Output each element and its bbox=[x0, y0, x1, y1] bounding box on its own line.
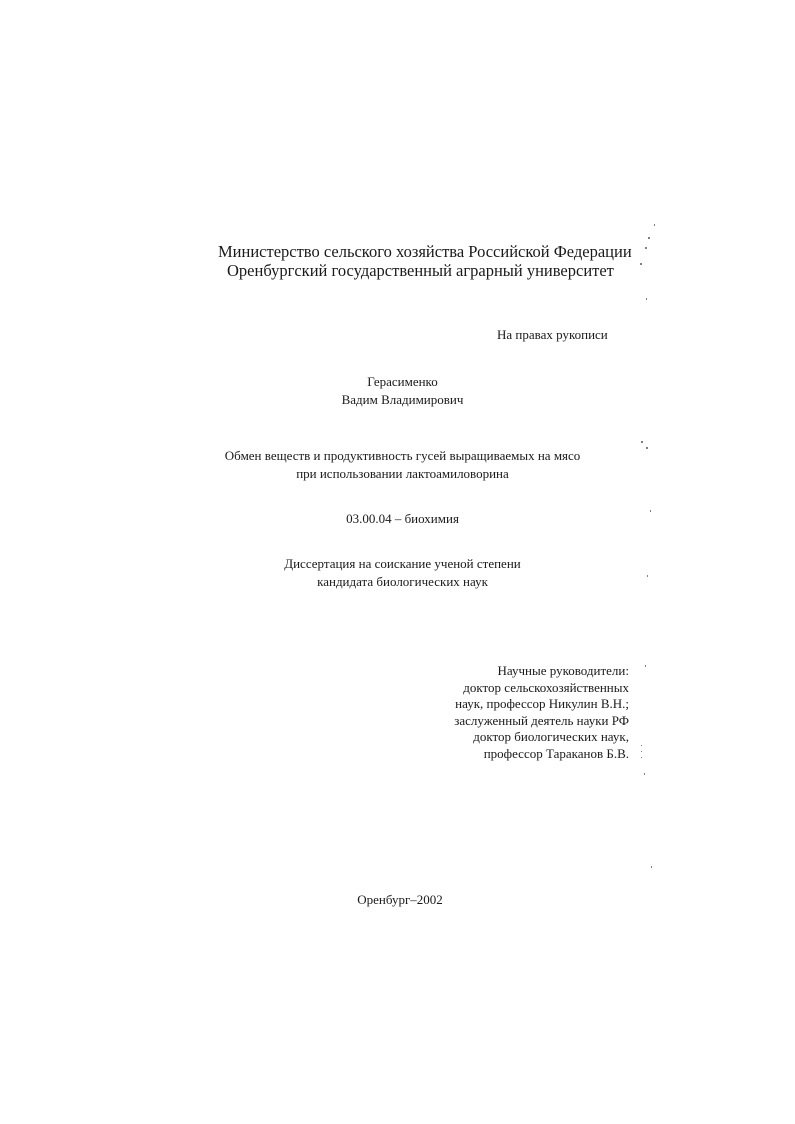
author-surname: Герасименко bbox=[367, 374, 438, 389]
scan-speck bbox=[641, 441, 643, 443]
scan-speck bbox=[645, 665, 646, 667]
university-heading: Оренбургский государственный аграрный университет bbox=[227, 261, 614, 280]
supervisors-line-1: Научные руководители: bbox=[497, 663, 629, 678]
scan-speck bbox=[641, 757, 642, 758]
supervisors-line-2: доктор сельскохозяйственных bbox=[463, 679, 629, 695]
scan-speck bbox=[644, 773, 645, 775]
degree-line-1: Диссертация на соискание ученой степени bbox=[284, 556, 521, 571]
scan-speck bbox=[647, 575, 648, 577]
scan-speck bbox=[654, 224, 655, 226]
scan-speck bbox=[640, 263, 642, 265]
scan-speck bbox=[646, 298, 647, 300]
supervisors-block bbox=[454, 663, 629, 762]
supervisors-line-6: профессор Тараканов Б.В. bbox=[483, 745, 629, 761]
specialty-code: 03.00.04 – биохимия bbox=[346, 511, 459, 526]
scan-speck bbox=[651, 866, 652, 868]
supervisors-line-3: наук, профессор Никулин В.Н.; bbox=[455, 696, 629, 711]
scan-speck bbox=[641, 751, 642, 752]
supervisors-line-5: доктор биологических наук, bbox=[473, 729, 629, 744]
author-name: Вадим Владимирович bbox=[341, 392, 464, 407]
scan-speck bbox=[645, 247, 647, 249]
title-line-2: при использовании лактоамиловорина bbox=[296, 466, 509, 481]
ministry-heading: Министерство сельского хозяйства Российской Федерации bbox=[218, 242, 632, 261]
degree-block bbox=[200, 555, 605, 591]
supervisors-line-4: заслуженный деятель науки РФ bbox=[454, 712, 629, 728]
scan-speck bbox=[648, 237, 650, 239]
manuscript-note: На правах рукописи bbox=[497, 327, 608, 342]
city-year: Оренбург–2002 bbox=[357, 892, 443, 907]
title-line-1: Обмен веществ и продуктивность гусей выращиваемых на мясо bbox=[224, 448, 581, 463]
author-block bbox=[200, 373, 605, 409]
scan-speck bbox=[650, 510, 651, 512]
degree-line-2: кандидата биологических наук bbox=[317, 574, 488, 589]
scan-speck bbox=[641, 745, 642, 746]
dissertation-title bbox=[200, 447, 605, 483]
scan-speck bbox=[646, 447, 648, 449]
